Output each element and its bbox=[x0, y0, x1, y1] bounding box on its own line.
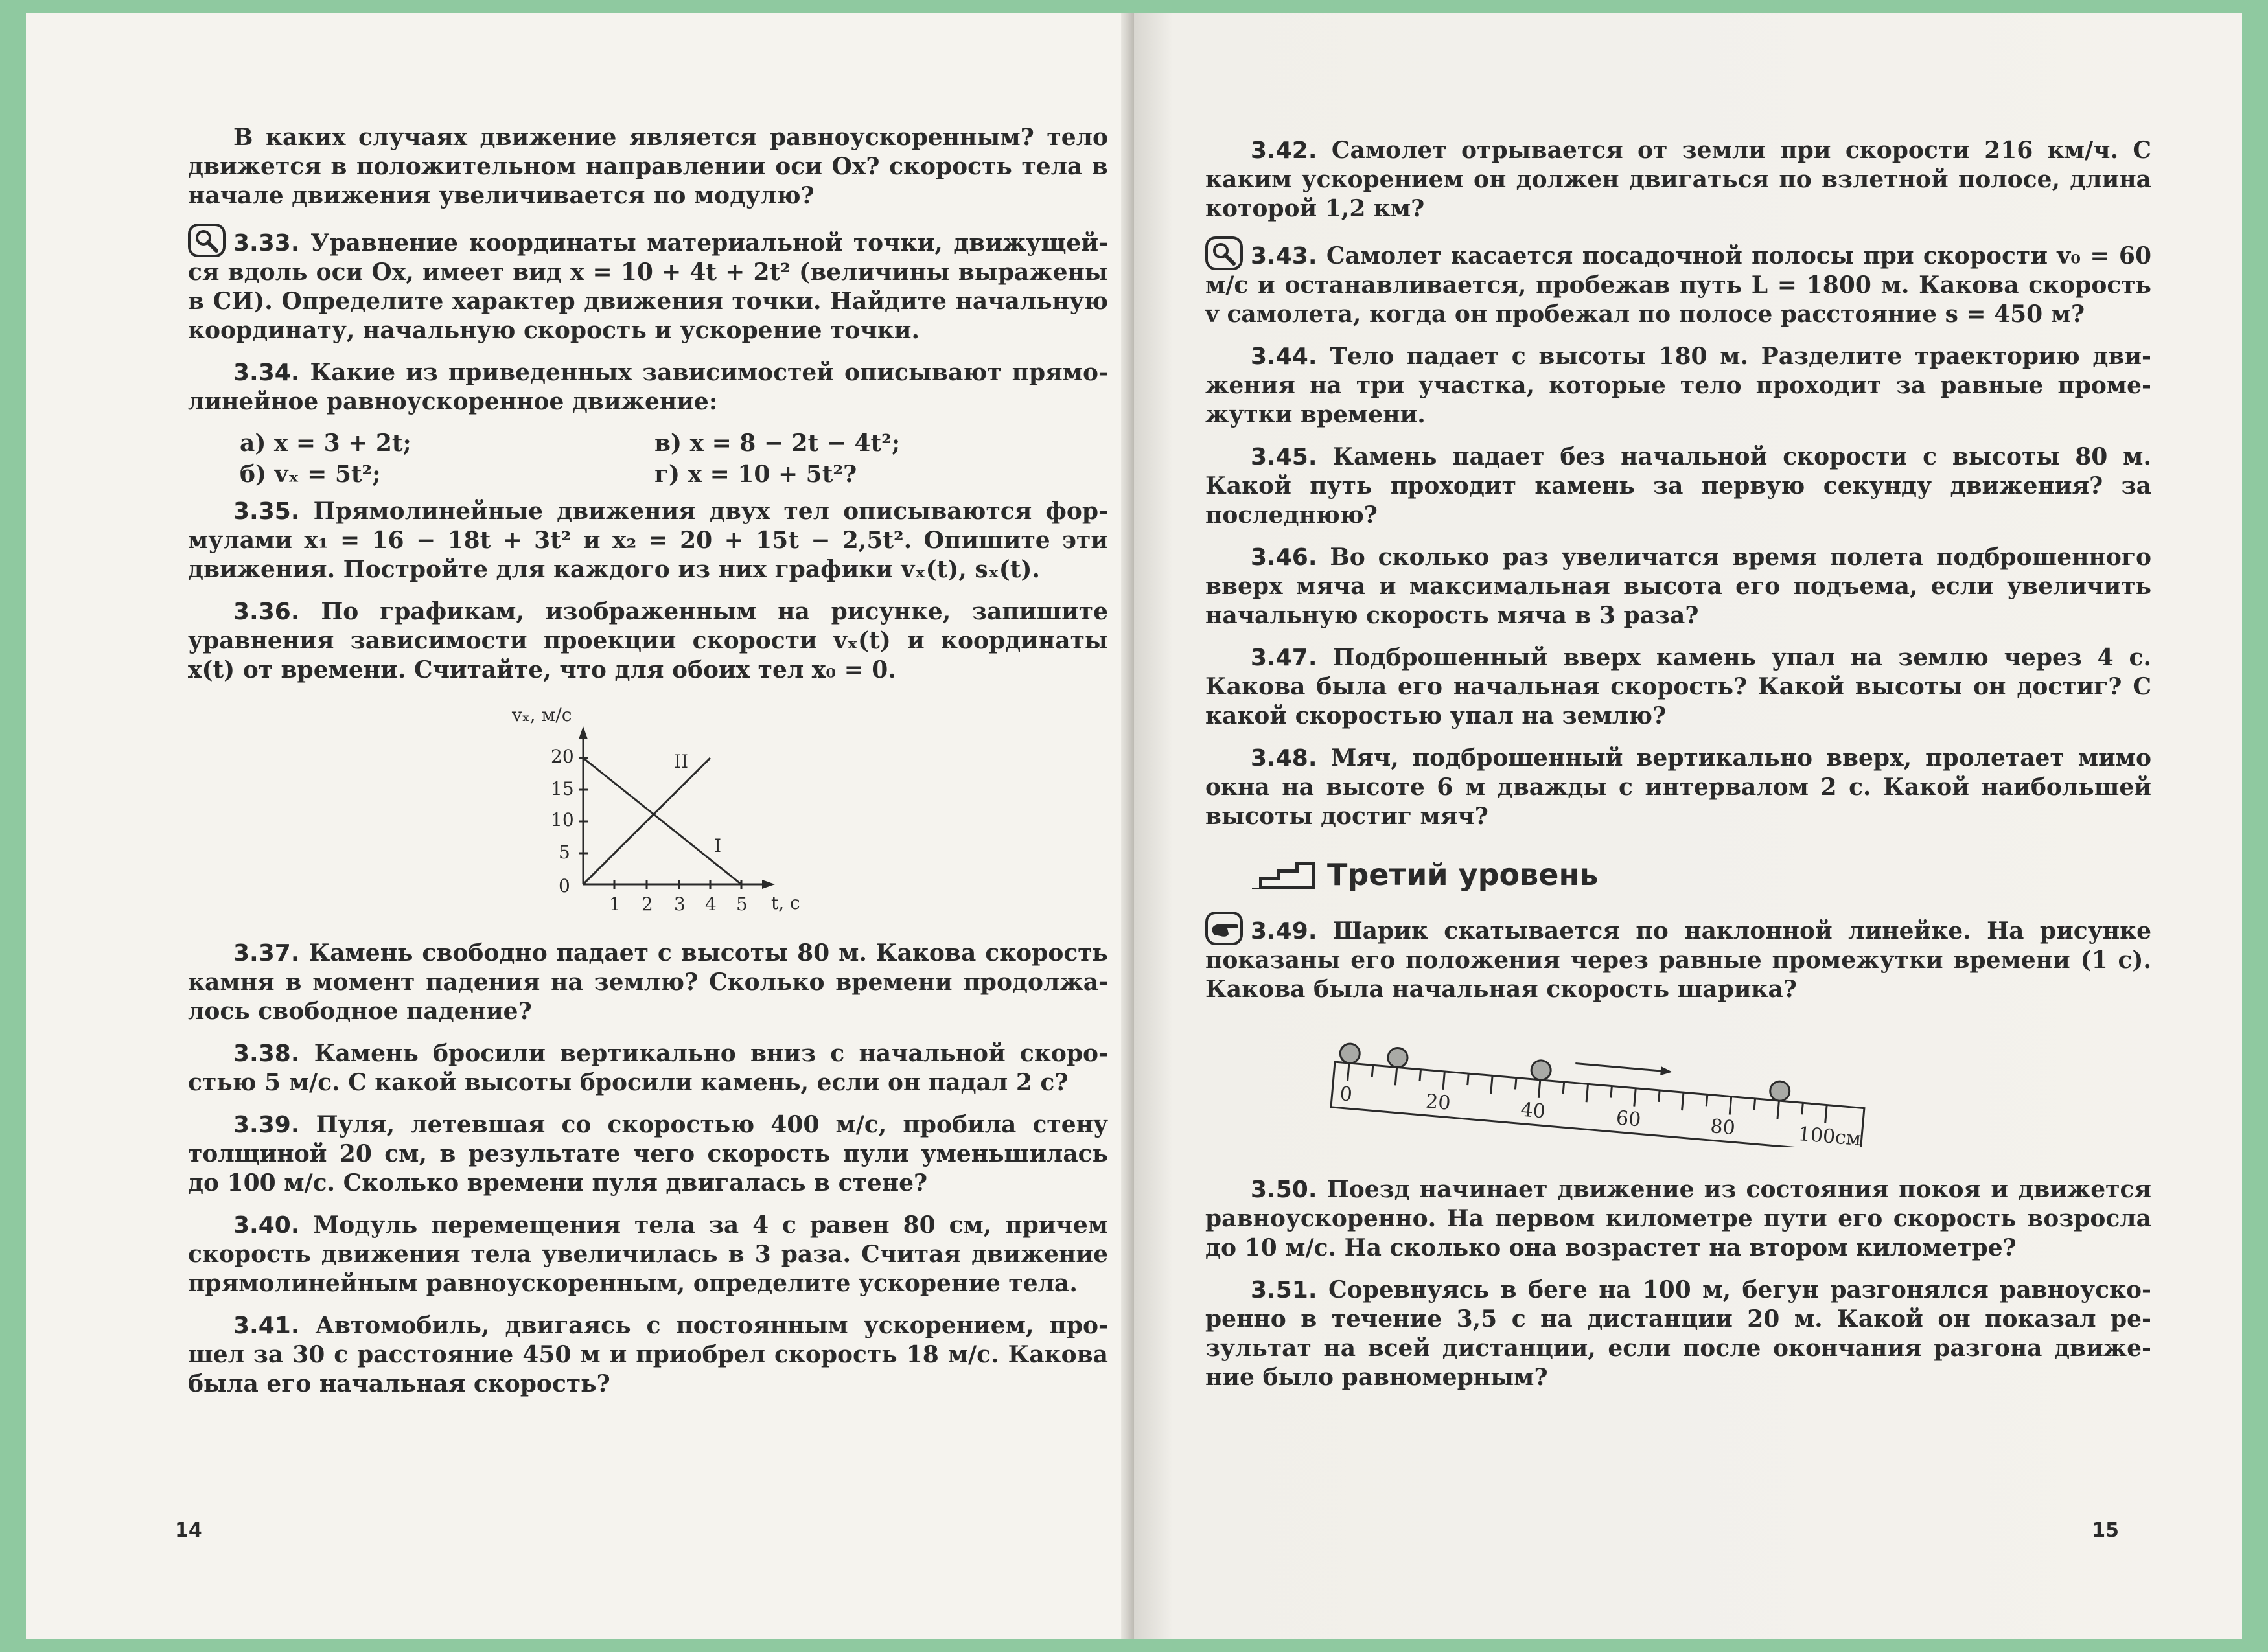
magnifier-icon bbox=[188, 224, 226, 257]
graph-y-label: vₓ, м/с bbox=[512, 704, 572, 726]
ruler-label-60: 60 bbox=[1615, 1107, 1642, 1132]
ruler-tick bbox=[1754, 1099, 1755, 1110]
option-a: а) x = 3 + 2t; bbox=[240, 430, 411, 457]
task-3-48 bbox=[1205, 744, 2151, 831]
task-number: 3.51. bbox=[1251, 1277, 1317, 1303]
task-text: По графикам, изображенным на рисунке, запишите уравнения зависимости проекции скорости vₓ(t) и координаты x(t) от времени. Считайте, что для обоих тел x₀ = 0. bbox=[188, 598, 1108, 683]
left-page bbox=[26, 13, 1134, 1639]
task-text: Тело падает с высоты 180 м. Разделите траекторию движения на три участка, которые тело проходит за равные промежутки времени. bbox=[1205, 343, 2151, 428]
velocity-graph bbox=[486, 703, 823, 917]
ruler-tick bbox=[1659, 1090, 1660, 1102]
line-I bbox=[583, 758, 741, 884]
inclined-ruler-figure bbox=[1302, 1024, 1886, 1147]
graph-x-label: t, c bbox=[771, 892, 800, 913]
ruler-tick bbox=[1538, 1080, 1540, 1098]
y-tick-0: 0 bbox=[559, 875, 570, 897]
task-number: 3.39. bbox=[233, 1112, 300, 1138]
ruler-body bbox=[1331, 1062, 1864, 1147]
task-text: Поезд начинает движение из состояния покоя и движется равноускоренно. На первом километре пути его скорость возросла до 10 м/с. На сколько она возрастет на втором километре? bbox=[1205, 1176, 2151, 1261]
task-number: 3.41. bbox=[233, 1313, 300, 1339]
ruler-label-20: 20 bbox=[1424, 1090, 1452, 1115]
line-I-label: I bbox=[714, 835, 722, 856]
option-g: г) x = 10 + 5t²? bbox=[654, 461, 857, 488]
ball-position-1 bbox=[1339, 1043, 1361, 1064]
option-b: б) vₓ = 5t²; bbox=[240, 461, 381, 488]
task-number: 3.38. bbox=[233, 1040, 300, 1067]
task-text: Уравнение координаты материальной точки, движущейся вдоль оси Ox, имеет вид x = 10 + 4t + 2t² (величины выражены в СИ). Определите характер движения точки. Найдите начальную координату, начальную скорость и ускорение точки. bbox=[188, 229, 1108, 344]
line-II-label: II bbox=[674, 751, 689, 772]
task-3-49 bbox=[1205, 912, 2151, 1004]
task-3-42 bbox=[1205, 136, 2151, 224]
task-text: Камень бросили вертикально вниз с начальной скоростью 5 м/с. С какой высоты бросили камень, если он падал 2 с? bbox=[188, 1040, 1108, 1096]
ruler-tick bbox=[1586, 1084, 1588, 1102]
task-number: 3.33. bbox=[233, 230, 300, 257]
page-number-left: 14 bbox=[175, 1519, 202, 1542]
task-3-36 bbox=[188, 597, 1108, 685]
magnifier-icon bbox=[1205, 236, 1243, 270]
task-3-37 bbox=[188, 939, 1108, 1026]
task-3-47 bbox=[1205, 643, 2151, 731]
task-number: 3.42. bbox=[1251, 137, 1317, 164]
task-number: 3.37. bbox=[233, 940, 300, 967]
ruler-tick bbox=[1395, 1067, 1396, 1085]
task-text: Самолет отрывается от земли при скорости 216 км/ч. С каким ускорением он должен двигаться по взлетной полосе, длина которой 1,2 км? bbox=[1205, 137, 2151, 222]
level-heading bbox=[1251, 857, 2151, 892]
task-text: Соревнуясь в беге на 100 м, бегун разгонялся равноускоренно в течение 3,5 с на дистанции 20 м. Какой он показал результат на всей дистанции, если после окончания разгона движение было равномерным? bbox=[1205, 1276, 2151, 1391]
task-text: Автомобиль, двигаясь с постоянным ускорением, прошел за 30 с расстояние 450 м и приобрел скорость 18 м/с. Какова была его начальная скорость? bbox=[188, 1312, 1108, 1397]
x-tick-2: 2 bbox=[642, 893, 653, 915]
direction-arrow bbox=[1575, 1063, 1665, 1071]
task-text: Камень свободно падает с высоты 80 м. Какова скорость камня в момент падения на землю? Сколько времени продолжалось свободное падение? bbox=[188, 939, 1108, 1025]
ball-position-4 bbox=[1769, 1081, 1790, 1102]
task-text: Во сколько раз увеличатся время полета подброшенного вверх мяча и максимальная высота его подъема, если увеличить начальную скорость мяча в 3 раза? bbox=[1205, 544, 2151, 629]
ruler-tick bbox=[1682, 1092, 1684, 1110]
task-number: 3.50. bbox=[1251, 1176, 1317, 1203]
task-3-38 bbox=[188, 1039, 1108, 1097]
y-axis-arrow bbox=[579, 726, 588, 739]
ruler-label-100: 100см bbox=[1797, 1122, 1862, 1147]
task-text: Какие из приведенных зависимостей описывают прямолинейное равноускоренное движение: bbox=[188, 359, 1108, 415]
task-number: 3.48. bbox=[1251, 745, 1317, 772]
ruler-tick bbox=[1348, 1063, 1349, 1081]
ruler-tick bbox=[1730, 1097, 1731, 1115]
ruler-tick bbox=[1563, 1082, 1564, 1094]
intro-text: В каких случаях движение является равноускоренным? тело движется в положительном направлении оси Ox? скорость тела в начале движения увеличивается по модулю? bbox=[188, 124, 1108, 209]
y-tick-10: 10 bbox=[551, 809, 574, 831]
task-3-34-options bbox=[240, 430, 1108, 488]
right-page bbox=[1134, 13, 2242, 1639]
task-3-39 bbox=[188, 1110, 1108, 1198]
task-3-41 bbox=[188, 1311, 1108, 1399]
task-3-50 bbox=[1205, 1175, 2151, 1263]
line-II bbox=[583, 758, 710, 884]
x-tick-1: 1 bbox=[609, 893, 621, 915]
task-number: 3.45. bbox=[1251, 444, 1317, 470]
ruler-tick bbox=[1420, 1070, 1421, 1081]
task-number: 3.44. bbox=[1251, 343, 1317, 370]
task-text: Шарик скатывается по наклонной линейке. На рисунке показаны его положения через равные промежутки времени (1 с). Какова была начальная скорость шарика? bbox=[1205, 917, 2151, 1003]
book-spread bbox=[26, 13, 2242, 1639]
direction-arrowhead bbox=[1660, 1066, 1672, 1077]
task-number: 3.43. bbox=[1251, 243, 1317, 270]
task-number: 3.34. bbox=[233, 360, 300, 386]
ruler-tick bbox=[1706, 1094, 1707, 1106]
ruler-tick bbox=[1515, 1078, 1516, 1090]
task-text: Мяч, подброшенный вертикально вверх, пролетает мимо окна на высоте 6 м дважды с интервалом 2 с. Какой наибольшей высоты достиг мяч? bbox=[1205, 744, 2151, 830]
ball-position-3 bbox=[1531, 1060, 1552, 1081]
task-3-44 bbox=[1205, 342, 2151, 430]
task-number: 3.47. bbox=[1251, 645, 1317, 671]
task-text: Прямолинейные движения двух тел описываются формулами x₁ = 16 − 18t + 3t² и x₂ = 20 + 15t − 2,5t². Опишите эти движения. Постройте для каждого из них графики vₓ(t), sₓ(t). bbox=[188, 498, 1108, 583]
stairs-icon bbox=[1251, 860, 1315, 889]
x-tick-5: 5 bbox=[736, 893, 748, 915]
y-tick-5: 5 bbox=[559, 842, 570, 863]
pointing-hand-icon bbox=[1205, 912, 1243, 945]
task-number: 3.46. bbox=[1251, 544, 1317, 571]
level-title: Третий уровень bbox=[1327, 857, 1599, 892]
ruler-tick bbox=[1491, 1075, 1492, 1094]
task-3-34 bbox=[188, 358, 1108, 417]
task-3-43 bbox=[1205, 236, 2151, 329]
task-text: Пуля, летевшая со скоростью 400 м/с, пробила стену толщиной 20 см, в результате чего скорость пули уменьшилась до 100 м/с. Сколько времени пуля двигалась в стене? bbox=[188, 1111, 1108, 1197]
task-number: 3.36. bbox=[233, 599, 300, 625]
option-v: в) x = 8 − 2t − 4t²; bbox=[654, 430, 901, 457]
y-tick-20: 20 bbox=[551, 746, 574, 767]
task-3-51 bbox=[1205, 1276, 2151, 1392]
ruler-label-0: 0 bbox=[1339, 1083, 1354, 1107]
ball-position-2 bbox=[1387, 1047, 1409, 1068]
ruler-tick bbox=[1443, 1072, 1444, 1090]
task-text: Самолет касается посадочной полосы при скорости v₀ = 60 м/с и останавливается, пробежав путь L = 1800 м. Какова скорость v самолета, когда он пробежал по полосе расстояние s = 450 м? bbox=[1205, 242, 2151, 328]
y-tick-15: 15 bbox=[551, 778, 574, 799]
task-text: Модуль перемещения тела за 4 с равен 80 см, причем скорость движения тела увеличилась в 3 раза. Считая движение прямолинейным равноускоренным, определите ускорение тела. bbox=[188, 1211, 1108, 1297]
tick-marks bbox=[579, 758, 741, 889]
x-tick-3: 3 bbox=[674, 893, 686, 915]
task-3-45 bbox=[1205, 442, 2151, 530]
task-text: Камень падает без начальной скорости с высоты 80 м. Какой путь проходит камень за первую секунду движения? за последнюю? bbox=[1205, 443, 2151, 529]
task-3-33 bbox=[188, 224, 1108, 345]
ruler-tick bbox=[1372, 1065, 1373, 1077]
task-number: 3.49. bbox=[1251, 918, 1317, 945]
task-3-46 bbox=[1205, 543, 2151, 630]
ruler-tick bbox=[1825, 1105, 1827, 1123]
x-axis-arrow bbox=[762, 880, 775, 889]
task-3-40 bbox=[188, 1211, 1108, 1298]
ruler-tick bbox=[1634, 1088, 1636, 1107]
ruler-tick bbox=[1777, 1101, 1779, 1119]
task-text: Подброшенный вверх камень упал на землю через 4 с. Какова была его начальная скорость? Какой высоты он достиг? С какой скоростью упал на землю? bbox=[1205, 644, 2151, 729]
ruler-tick bbox=[1611, 1086, 1612, 1098]
page-number-right: 15 bbox=[2092, 1519, 2119, 1542]
x-tick-4: 4 bbox=[705, 893, 717, 915]
task-number: 3.40. bbox=[233, 1212, 300, 1239]
ruler-label-80: 80 bbox=[1709, 1115, 1737, 1140]
task-number: 3.35. bbox=[233, 498, 300, 525]
task-3-35 bbox=[188, 497, 1108, 584]
ball-positions bbox=[1339, 1043, 1790, 1102]
ruler-label-40: 40 bbox=[1520, 1098, 1547, 1123]
ruler-tick bbox=[1468, 1073, 1469, 1085]
ruler-tick bbox=[1802, 1103, 1803, 1114]
